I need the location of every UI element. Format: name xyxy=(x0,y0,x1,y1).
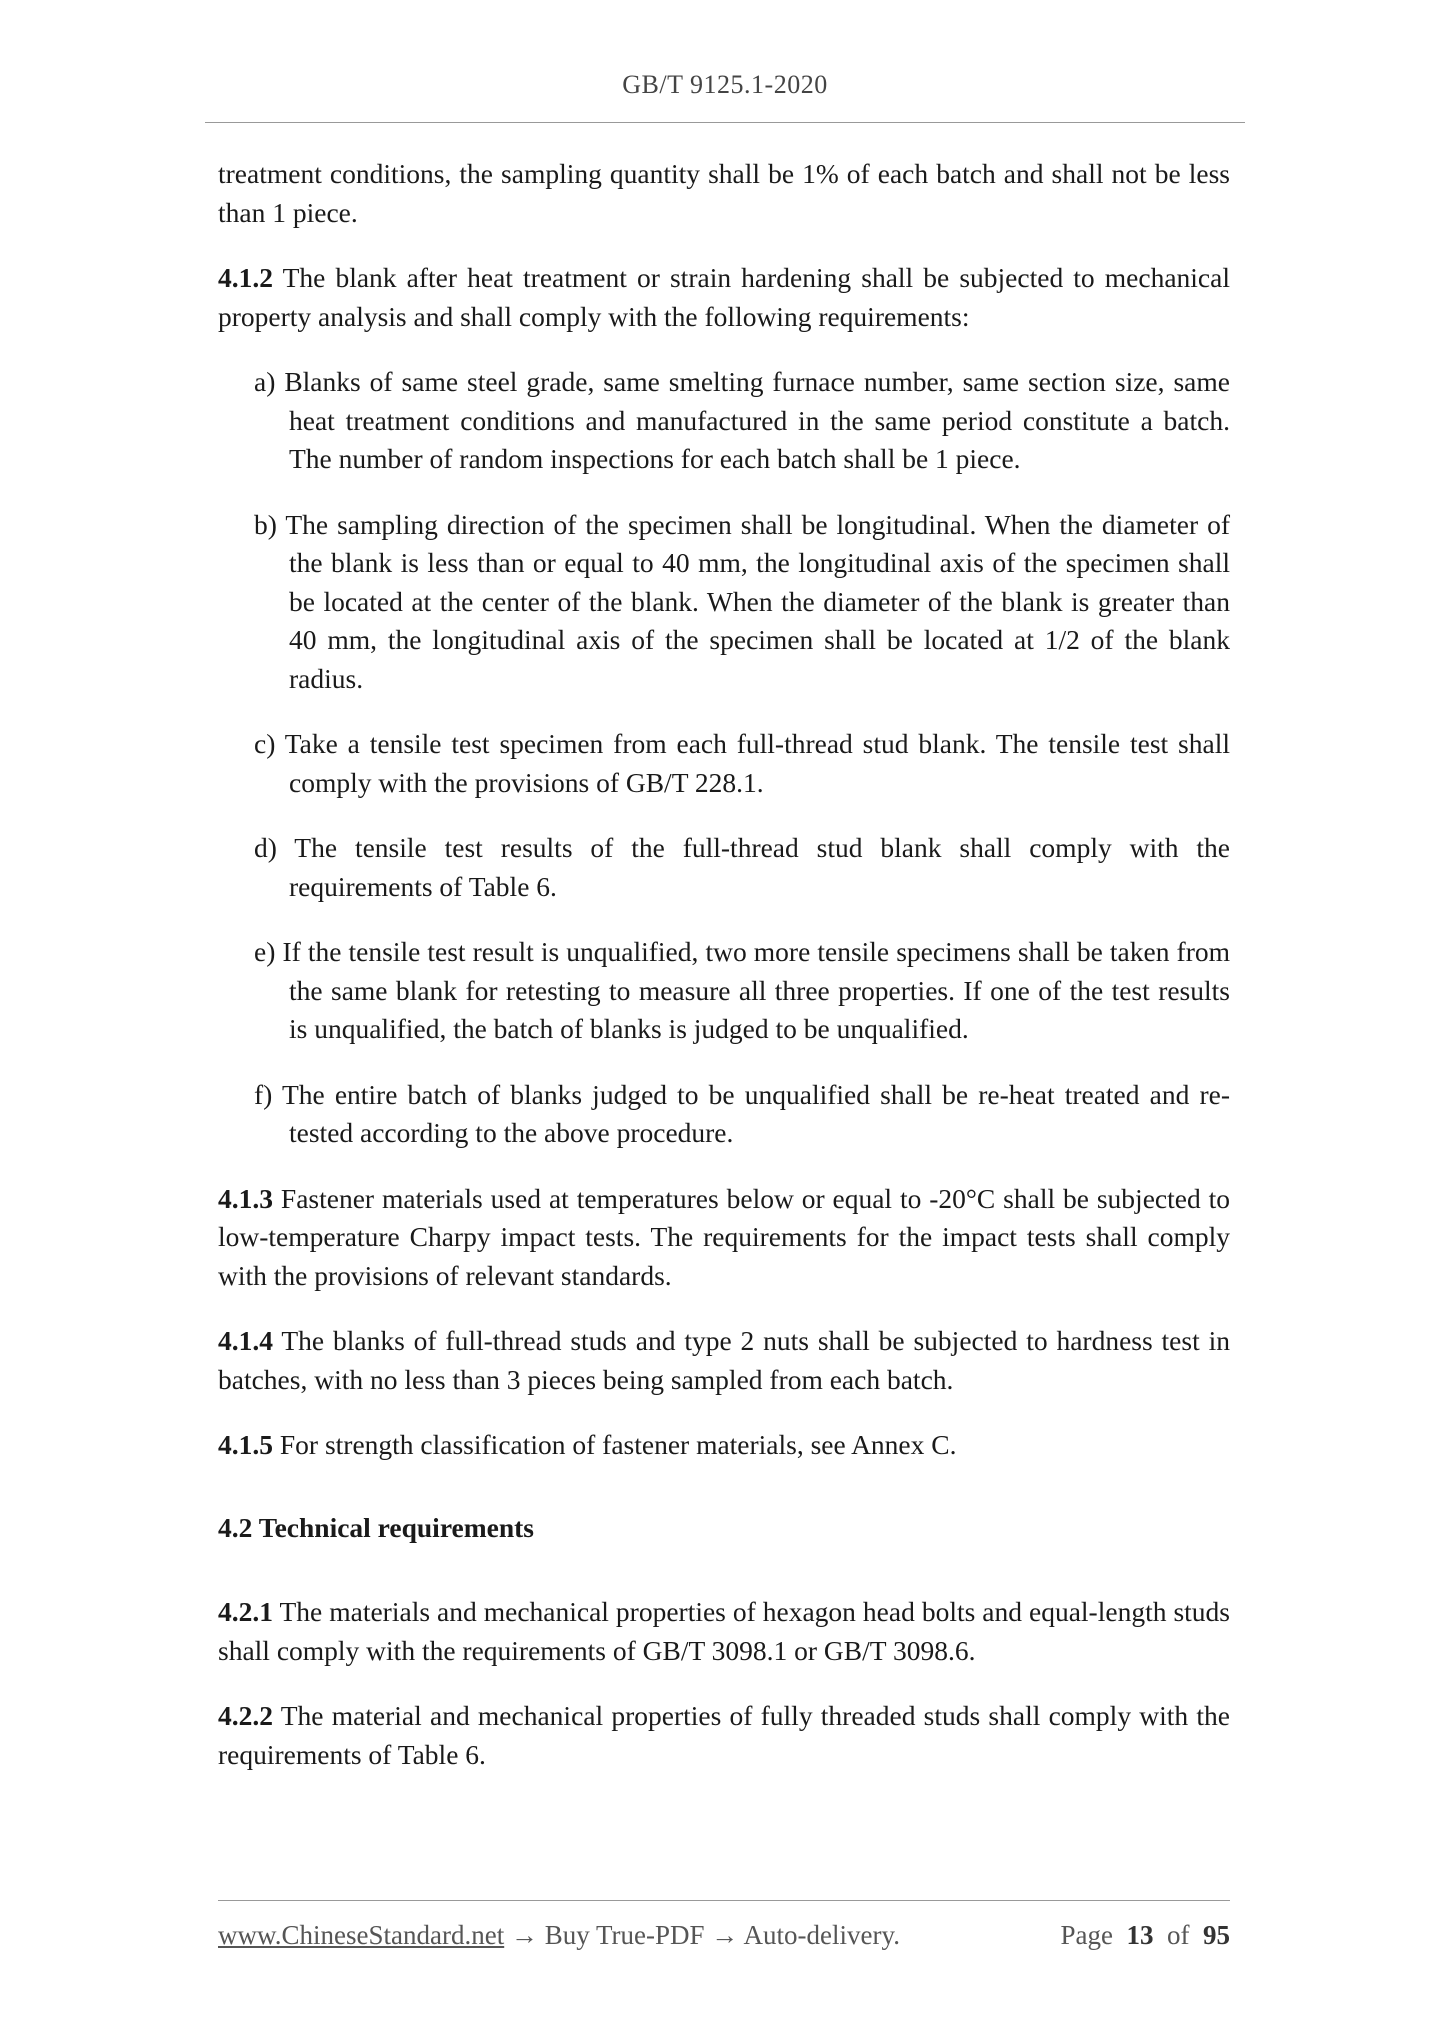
clause-4-2-2 xyxy=(218,1697,1230,1774)
list-item-c: c) Take a tensile test specimen from each full-thread stud blank. The tensile test shall comply with the provisions of GB/T 228.1. xyxy=(254,728,1230,798)
arrow-right-icon: → xyxy=(504,1920,545,1950)
clause-number: 4.2.2 xyxy=(218,1700,273,1731)
list-item-d: d) The tensile test results of the full-thread stud blank shall comply with the requirements of Table 6. xyxy=(254,832,1230,902)
clause-text: The materials and mechanical properties of hexagon head bolts and equal-length studs shall comply with the requirements of GB/T 3098.1 or GB/T 3098.6. xyxy=(218,1596,1230,1666)
page-current: 13 xyxy=(1126,1920,1154,1950)
clause-4-1-3 xyxy=(218,1180,1230,1296)
list-item-f: f) The entire batch of blanks judged to be unqualified shall be re-heat treated and re-tested according to the above procedure. xyxy=(254,1078,1230,1148)
clause-text: The blanks of full-thread studs and type 2 nuts shall be subjected to hardness test in batches, with no less than 3 pieces being sampled from each batch. xyxy=(218,1325,1230,1395)
footer-divider xyxy=(218,1900,1230,1901)
clause-number: 4.1.4 xyxy=(218,1325,273,1356)
document-body xyxy=(218,155,1230,1801)
page-of: of xyxy=(1167,1920,1190,1950)
page-label: Page xyxy=(1060,1920,1113,1950)
page-indicator xyxy=(1061,1920,1230,1951)
clause-4-1-5 xyxy=(218,1426,1230,1465)
header-divider xyxy=(205,122,1245,123)
clause-4-1-4 xyxy=(218,1322,1230,1399)
buy-pdf-link[interactable]: Buy True-PDF xyxy=(544,1920,705,1950)
clause-number: 4.1.2 xyxy=(218,262,273,293)
clause-number: 4.1.5 xyxy=(218,1429,273,1460)
section-heading-4-2: 4.2 Technical requirements xyxy=(218,1511,535,1543)
clause-number: 4.2.1 xyxy=(218,1596,273,1627)
clause-text: The blank after heat treatment or strain hardening shall be subjected to mechanical property analysis and shall comply with the following requirements: xyxy=(218,262,1230,332)
clause-4-2-1 xyxy=(218,1593,1230,1670)
page-total: 95 xyxy=(1203,1920,1230,1950)
list-item-b: b) The sampling direction of the specimen shall be longitudinal. When the diameter of the blank is less than or equal to 40 mm, the longitudinal axis of the specimen shall be located at the center of the blank. When the diameter of the blank is greater than 40 mm, the longitudinal axis of the specimen shall be located at 1/2 of the blank radius. xyxy=(254,508,1230,694)
clause-text: Fastener materials used at temperatures below or equal to -20°C shall be subjected to low-temperature Charpy impact tests. The requirements for the impact tests shall comply with the provisions of relevant standards. xyxy=(218,1182,1230,1291)
document-code-header: GB/T 9125.1-2020 xyxy=(622,70,828,99)
arrow-right-icon: → xyxy=(704,1920,744,1950)
clause-text: The material and mechanical properties of fully threaded studs shall comply with the requirements of Table 6. xyxy=(218,1700,1230,1770)
page-footer xyxy=(218,1920,1230,1951)
clause-number: 4.1.3 xyxy=(218,1182,273,1214)
list-item-e: e) If the tensile test result is unqualified, two more tensile specimens shall be taken from the same blank for retesting to measure all three properties. If one of the test results is unqualified, the batch of blanks is judged to be unqualified. xyxy=(254,936,1230,1044)
clause-text: For strength classification of fastener materials, see Annex C. xyxy=(273,1429,957,1460)
auto-delivery-text: Auto-delivery. xyxy=(743,1920,900,1950)
list-item-a: a) Blanks of same steel grade, same smelting furnace number, same section size, same heat treatment conditions and manufactured in the same period constitute a batch. The number of random inspections for each batch shall be 1 piece. xyxy=(254,366,1230,474)
intro-paragraph: treatment conditions, the sampling quantity shall be 1% of each batch and shall not be less than 1 piece. xyxy=(218,158,1230,228)
website-link[interactable]: www.ChineseStandard.net xyxy=(218,1920,505,1950)
clause-4-1-2 xyxy=(218,259,1230,336)
